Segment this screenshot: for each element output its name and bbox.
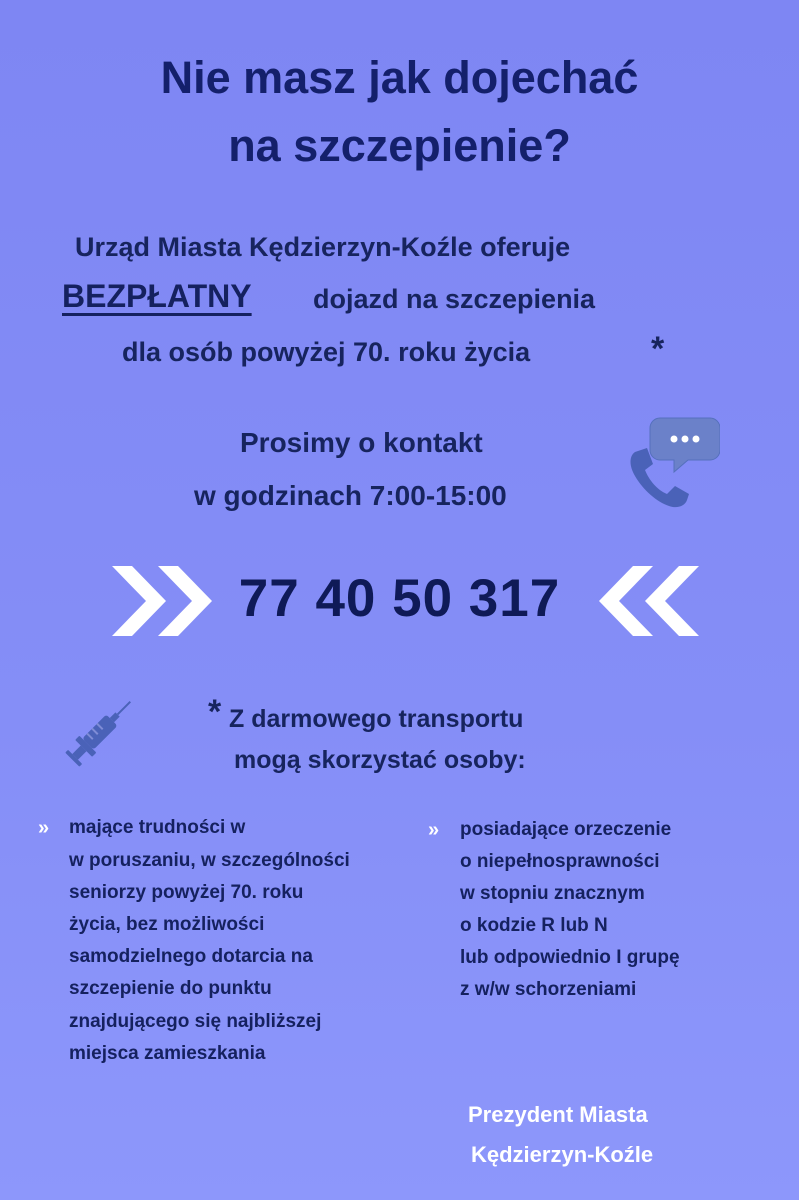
left-bullet-line: w poruszaniu, w szczególności [69, 850, 350, 871]
note-asterisk: * [208, 693, 222, 731]
right-bullet-line: w stopniu znacznym [460, 883, 645, 904]
free-highlight: BEZPŁATNY [62, 278, 252, 314]
note-line-1: Z darmowego transportu [229, 705, 524, 733]
double-chevron-left-icon [596, 560, 701, 642]
right-bullet-line: o niepełnosprawności [460, 851, 660, 872]
bullet-marker-right: » [428, 819, 440, 841]
phone-number[interactable]: 77 40 50 317 [238, 569, 561, 628]
title-line-1: Nie masz jak dojechać [160, 52, 639, 103]
footer-line-1: Prezydent Miasta [468, 1102, 648, 1127]
intro-line-1: Urząd Miasta Kędzierzyn-Koźle oferuje [75, 232, 571, 262]
contact-line-2: w godzinach 7:00-15:00 [194, 480, 507, 511]
note-line-2: mogą skorzystać osoby: [234, 746, 526, 774]
right-bullet-line: posiadające orzeczenie [460, 819, 672, 840]
left-bullet-line: mające trudności w [69, 817, 246, 838]
syringe-icon [60, 688, 144, 772]
right-bullet-line: o kodzie R lub N [460, 915, 608, 936]
footer-line-2: Kędzierzyn-Koźle [471, 1142, 654, 1167]
right-bullet-line: z w/w schorzeniami [460, 979, 637, 1000]
left-bullet-line: seniorzy powyżej 70. roku [69, 882, 304, 903]
bullet-marker-left: » [38, 817, 50, 839]
intro-asterisk: * [651, 330, 665, 368]
left-bullet-line: znajdującego się najbliższej [69, 1011, 322, 1032]
title-line-2: na szczepienie? [228, 120, 571, 171]
contact-line-1: Prosimy o kontakt [240, 427, 483, 458]
left-bullet-line: szczepienie do punktu [69, 978, 272, 999]
phone-chat-icon [620, 414, 720, 514]
intro-line-2: dojazd na szczepienia [313, 284, 596, 314]
intro-line-3: dla osób powyżej 70. roku życia [122, 337, 531, 367]
left-bullet-line: samodzielnego dotarcia na [69, 946, 313, 967]
left-bullet-line: życia, bez możliwości [69, 914, 265, 935]
right-bullet-line: lub odpowiednio I grupę [460, 947, 680, 968]
left-bullet-line: miejsca zamieszkania [69, 1043, 266, 1064]
